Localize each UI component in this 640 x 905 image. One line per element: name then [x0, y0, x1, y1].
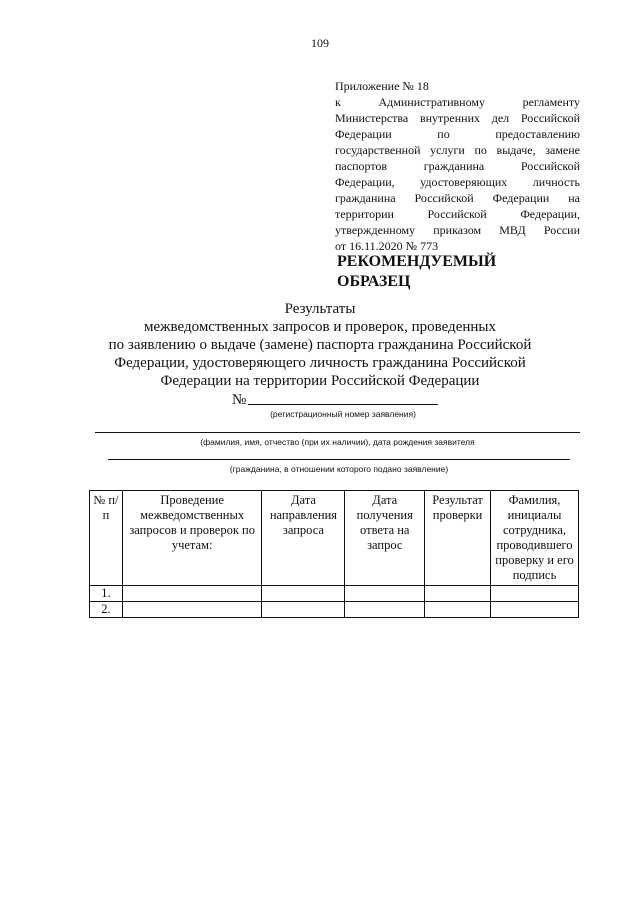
registration-number-label: №: [232, 392, 247, 408]
appendix-line: Федерации по предоставлению: [335, 127, 580, 141]
citizen-field[interactable]: [108, 459, 570, 460]
table-header-row: [90, 491, 579, 586]
table-cell: 2.: [90, 602, 123, 618]
title-line: по заявлению о выдаче (замене) паспорта гражданина Российской: [108, 337, 532, 353]
document-title: [100, 300, 540, 390]
appendix-line: паспортов гражданина Российской: [335, 159, 580, 173]
appendix-line: государственной услуги по выдаче, замене: [335, 143, 580, 157]
citizen-hint: (гражданина, в отношении которого подано заявление): [229, 464, 449, 474]
appendix-line: Приложение № 18: [335, 79, 429, 93]
applicant-hint: (фамилия, имя, отчество (при их наличии), дата рождения заявителя: [200, 437, 475, 447]
appendix-line: территории Российской Федерации,: [335, 207, 580, 221]
table-cell[interactable]: [345, 602, 425, 618]
table-row: [90, 602, 579, 618]
header-number: № п/п: [90, 491, 123, 586]
applicant-field[interactable]: [95, 432, 580, 433]
title-line: Федерации на территории Российской Федерации: [160, 373, 480, 389]
appendix-line: к Административному регламенту: [335, 95, 580, 109]
table-cell[interactable]: [122, 602, 262, 618]
table-cell[interactable]: [425, 602, 491, 618]
table-cell[interactable]: [262, 586, 345, 602]
registration-number-field[interactable]: [248, 404, 438, 405]
appendix-block: [335, 78, 580, 254]
header-inquiries: Проведение межведомственных запросов и проверок по учетам:: [122, 491, 262, 586]
title-line: межведомственных запросов и проверок, проведенных: [144, 319, 496, 335]
title-line: Федерации, удостоверяющего личность гражданина Российской: [114, 355, 526, 371]
appendix-line: Федерации, удостоверяющих личность: [335, 175, 580, 189]
table-cell[interactable]: [262, 602, 345, 618]
table-cell: 1.: [90, 586, 123, 602]
stamp-line-2: ОБРАЗЕЦ: [337, 273, 411, 290]
title-line: Результаты: [284, 301, 356, 317]
registration-number-hint: (регистрационный номер заявления): [270, 409, 416, 419]
header-employee: Фамилия, инициалы сотрудника, проводившего проверку и его подпись: [491, 491, 579, 586]
appendix-line: гражданина Российской Федерации на: [335, 191, 580, 205]
page-number: 109: [311, 36, 329, 50]
header-request-date: Дата направления запроса: [262, 491, 345, 586]
results-table: [89, 490, 579, 618]
table-cell[interactable]: [122, 586, 262, 602]
appendix-line: утвержденному приказом МВД России: [335, 223, 580, 237]
stamp-line-1: РЕКОМЕНДУЕМЫЙ: [337, 253, 497, 270]
table-row: [90, 586, 579, 602]
table-cell[interactable]: [345, 586, 425, 602]
header-result: Результат проверки: [425, 491, 491, 586]
appendix-line: от 16.11.2020 № 773: [335, 239, 439, 253]
recommended-sample-stamp: [337, 252, 496, 292]
appendix-line: Министерства внутренних дел Российской: [335, 111, 580, 125]
header-response-date: Дата получения ответа на запрос: [345, 491, 425, 586]
table-cell[interactable]: [491, 586, 579, 602]
table-cell[interactable]: [491, 602, 579, 618]
table-cell[interactable]: [425, 586, 491, 602]
